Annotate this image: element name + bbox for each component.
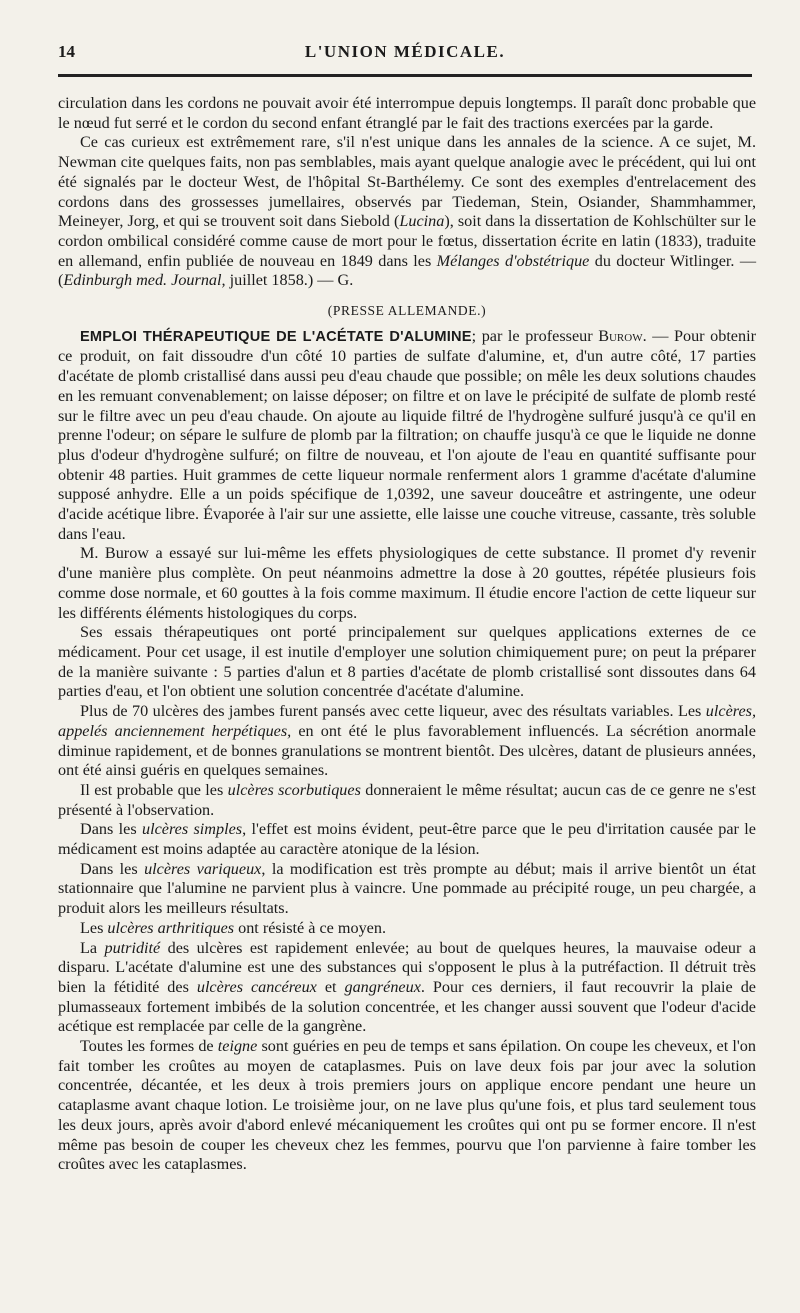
page-number: 14 [58,42,75,61]
paragraph-simple: Dans les ulcères simples, l'effet est moins évident, peut-être parce que le peu d'irritation causée par le médicament est moins adaptée au caractère atonique de la lésion. [58,820,756,859]
paragraph-teigne: Toutes les formes de teigne sont guéries en peu de temps et sans épilation. On coupe les cheveux, et l'on fait tomber les croûtes au moyen de cataplasmes. Puis on lave deux fois par jour avec la solution concentrée, décantée, et les deux à trois premiers jours on applique encore pendant une heure un cataplasme avant chaque lotion. Le troisième jour, on ne lave plus qu'une fois, et plus tard seulement tous les deux jours, après avoir d'abord enlevé mécaniquement les croûtes qui ont pu se former encore. Il n'est même pas besoin de couper les cheveux chez les femmes, pourvu que l'on parvienne à faire tomber les croûtes avec les cataplasmes. [58,1037,756,1174]
paragraph-continuation: circulation dans les cordons ne pouvait avoir été interrompue depuis longtemps. Il paraît donc probable que le nœud fut serré et le cordon du second enfant étranglé par le fait des tractions exercées par la garde. [58,94,756,132]
section-heading: (PRESSE ALLEMANDE.) [327,303,487,319]
paragraph-arthritic: Les ulcères arthritiques ont résisté à ce moyen. [80,918,386,937]
running-head [58,42,752,68]
author-name: Burow [598,326,643,345]
header-rule [58,74,752,77]
paragraph-newman: Ce cas curieux est extrêmement rare, s'il n'est unique dans les annales de la science. A ce sujet, M. Newman cite quelques faits, non pas semblables, mais ayant quelque analogie avec le précédent, qui lui ont été signalés par le docteur West, de l'hôpital St-Barthélemy. Ce sont des exemples d'entrelacement des cordons dans des grossesses jumellaires, observés par Tiedeman, Stein, Osiander, Shammhammer, Meineyer, Jorg, et qui se trouvent soit dans Siebold (Lucina), soit dans la dissertation de Kohlschülter sur le cordon ombilical considéré comme cause de mort pour le fœtus, dissertation écrite en latin (1833), traduite en allemand, enfin publiée de nouveau en 1849 dans les Mélanges d'obstétrique du docteur Witlinger. — (Edinburgh med. Journal, juillet 1858.) — G. [58,133,757,290]
paragraph-acetate: EMPLOI THÉRAPEUTIQUE DE L'ACÉTATE D'ALUMINE; par le professeur Burow. — Pour obtenir ce produit, on fait dissoudre d'un côté 10 parties de sulfate d'alumine, et, d'un autre côté, 17 parties d'acétate de plomb cristallisé dans aussi peu d'eau chaude que possible; on mêle les deux solutions chaudes en les remuant convenablement; on laisse déposer; on filtre et on lave le précipité de sulfate de plomb resté sur le filtre avec un peu d'eau chaude. On ajoute au liquide filtré de l'hydrogène sulfuré jusqu'à ce qu'il en prenne l'odeur; on sépare le sulfure de plomb par la filtration; on chauffe jusqu'à ce que le liquide ne donne plus d'odeur d'hydrogène sulfuré; on filtre de nouveau, et l'on ajoute de l'eau en quantité suffisante pour obtenir 48 parties. Huit grammes de cette liqueur normale renferment alors 1 gramme d'acétate d'alumine supposé anhydre. Elle a un poids spécifique de 1,0392, une saveur douceâtre et astringente, une odeur d'acide acétique libre. Évaporée à l'air sur une assiette, elle laisse une couche vitreuse, cassante, très soluble dans l'eau. [58,326,756,543]
paragraph-physiology: M. Burow a essayé sur lui-même les effets physiologiques de cette substance. Il promet d'y revenir d'une manière plus complète. On peut néanmoins admettre la dose à 20 gouttes, répétée plusieurs fois comme dose normale, et 60 gouttes à la fois comme maximum. Il étudie encore l'action de cette liqueur sur les différents éléments histologiques du corps. [58,544,756,622]
paragraph-therapeutic: Ses essais thérapeutiques ont porté principalement sur quelques applications externes de ce médicament. Pour cet usage, il est inutile d'employer une solution chimiquement pure; on peut la préparer de la manière suivante : 5 parties d'alun et 8 parties d'acétate de plomb cristallisé sont dissoutes dans 64 parties d'eau, et l'on obtient une solution concentrée d'acétate d'alumine. [58,623,756,701]
journal-title: L'UNION MÉDICALE. [304,42,506,61]
paragraph-varicose: Dans les ulcères variqueux, la modification est très prompte au début; mais il arrive bientôt un état stationnaire que l'alumine ne parvient plus à vaincre. Une pommade au précipité rouge, un peu chargée, a produit alors les meilleurs résultats. [58,859,756,918]
paragraph-ulcers: Plus de 70 ulcères des jambes furent pansés avec cette liqueur, avec des résultats variables. Les ulcères, appelés anciennement herpétiques, en ont été le plus favorablement influencés. La sécrétion anormale diminue rapidement, et de bonnes granulations se montrent bientôt. Des ulcères, datant de plusieurs années, ont été ainsi guéris en quelques semaines. [58,702,756,780]
article-title: EMPLOI THÉRAPEUTIQUE DE L'ACÉTATE D'ALUMINE [80,328,472,345]
paragraph-putridity: La putridité des ulcères est rapidement enlevée; au bout de quelques heures, la mauvaise odeur a disparu. L'acétate d'alumine est une des substances qui s'opposent le plus à la putréfaction. Il détruit très bien la fétidité des ulcères cancéreux et gangréneux. Pour ces derniers, il faut recouvrir la plaie de plumasseaux fortement imbibés de la solution concentrée, et les changer aussi souvent que l'odeur d'acide acétique est remplacée par celle de la gangrène. [58,938,757,1036]
paragraph-scorbutic: Il est probable que les ulcères scorbutiques donneraient le même résultat; aucun cas de ce genre ne s'est présenté à l'observation. [58,780,756,819]
article-body [58,94,756,1175]
